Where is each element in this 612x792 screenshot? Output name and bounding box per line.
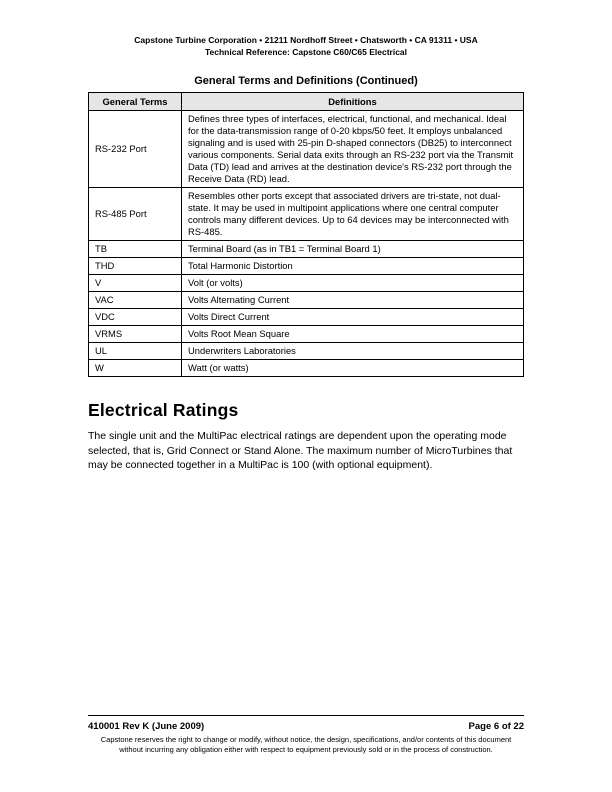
section-heading: Electrical Ratings (88, 400, 239, 420)
table-row (89, 292, 524, 309)
term-cell: VDC (89, 309, 182, 326)
definition-cell: Volts Direct Current (182, 309, 524, 326)
table-title: General Terms and Definitions (Continued) (194, 75, 418, 87)
definition-cell: Volts Root Mean Square (182, 326, 524, 343)
table-row (89, 343, 524, 360)
definition-cell: Terminal Board (as in TB1 = Terminal Board 1) (182, 241, 524, 258)
term-cell: W (89, 360, 182, 377)
table-row (89, 360, 524, 377)
document-header (0, 0, 612, 58)
table-row (89, 258, 524, 275)
page-number: Page 6 of 22 (468, 721, 524, 732)
table-row (89, 111, 524, 188)
footer-info-row (88, 721, 524, 733)
term-cell: RS-485 Port (89, 188, 182, 241)
document-revision: 410001 Rev K (June 2009) (88, 721, 205, 732)
page-footer (88, 715, 524, 755)
header-line-company: Capstone Turbine Corporation • 21211 Nordhoff Street • Chatsworth • CA 91311 • USA (134, 35, 478, 45)
term-cell: THD (89, 258, 182, 275)
term-cell: RS-232 Port (89, 111, 182, 188)
definition-cell: Volt (or volts) (182, 275, 524, 292)
definition-cell: Total Harmonic Distortion (182, 258, 524, 275)
table-row (89, 309, 524, 326)
table-row (89, 275, 524, 292)
definition-cell: Defines three types of interfaces, electrical, functional, and mechanical. Ideal for the data-transmission range of 0-20 kbps/50 feet. It employs unbalanced signaling and is used with 25-pin D-shaped connectors (DB25) to interconnect various components. Serial data exits through an RS-232 port via the Transmit Data (TD) lead and arrives at the destination device's RS-232 port through the Receive Data (RD) lead. (182, 111, 524, 188)
term-cell: VRMS (89, 326, 182, 343)
header-line-reference: Technical Reference: Capstone C60/C65 Electrical (204, 47, 408, 57)
column-header-general-terms: General Terms (89, 93, 182, 111)
table-row (89, 326, 524, 343)
definition-cell: Volts Alternating Current (182, 292, 524, 309)
footer-disclaimer: Capstone reserves the right to change or modify, without notice, the design, specifications, and/or contents of this document without incurring any obligation either with respect to equipment previously sold or in the process of construction. (100, 735, 512, 754)
term-cell: TB (89, 241, 182, 258)
term-cell: UL (89, 343, 182, 360)
term-cell: V (89, 275, 182, 292)
terms-table (88, 92, 524, 377)
term-cell: VAC (89, 292, 182, 309)
section-paragraph: The single unit and the MultiPac electrical ratings are dependent upon the operating mode selected, that is, Grid Connect or Stand Alone. The maximum number of MicroTurbines that may be connected together in a MultiPac is 100 (with optional equipment). (88, 430, 513, 471)
definition-cell: Resembles other ports except that associated drivers are tri-state, not dual-state. It may be used in multipoint applications where one central computer controls many different devices. Up to 64 devices may be interconnected with RS-485. (182, 188, 524, 241)
table-row (89, 188, 524, 241)
definition-cell: Underwriters Laboratories (182, 343, 524, 360)
table-header-row (89, 93, 524, 111)
table-body (89, 111, 524, 377)
column-header-definitions: Definitions (182, 93, 524, 111)
definition-cell: Watt (or watts) (182, 360, 524, 377)
table-row (89, 241, 524, 258)
footer-divider (88, 715, 524, 716)
